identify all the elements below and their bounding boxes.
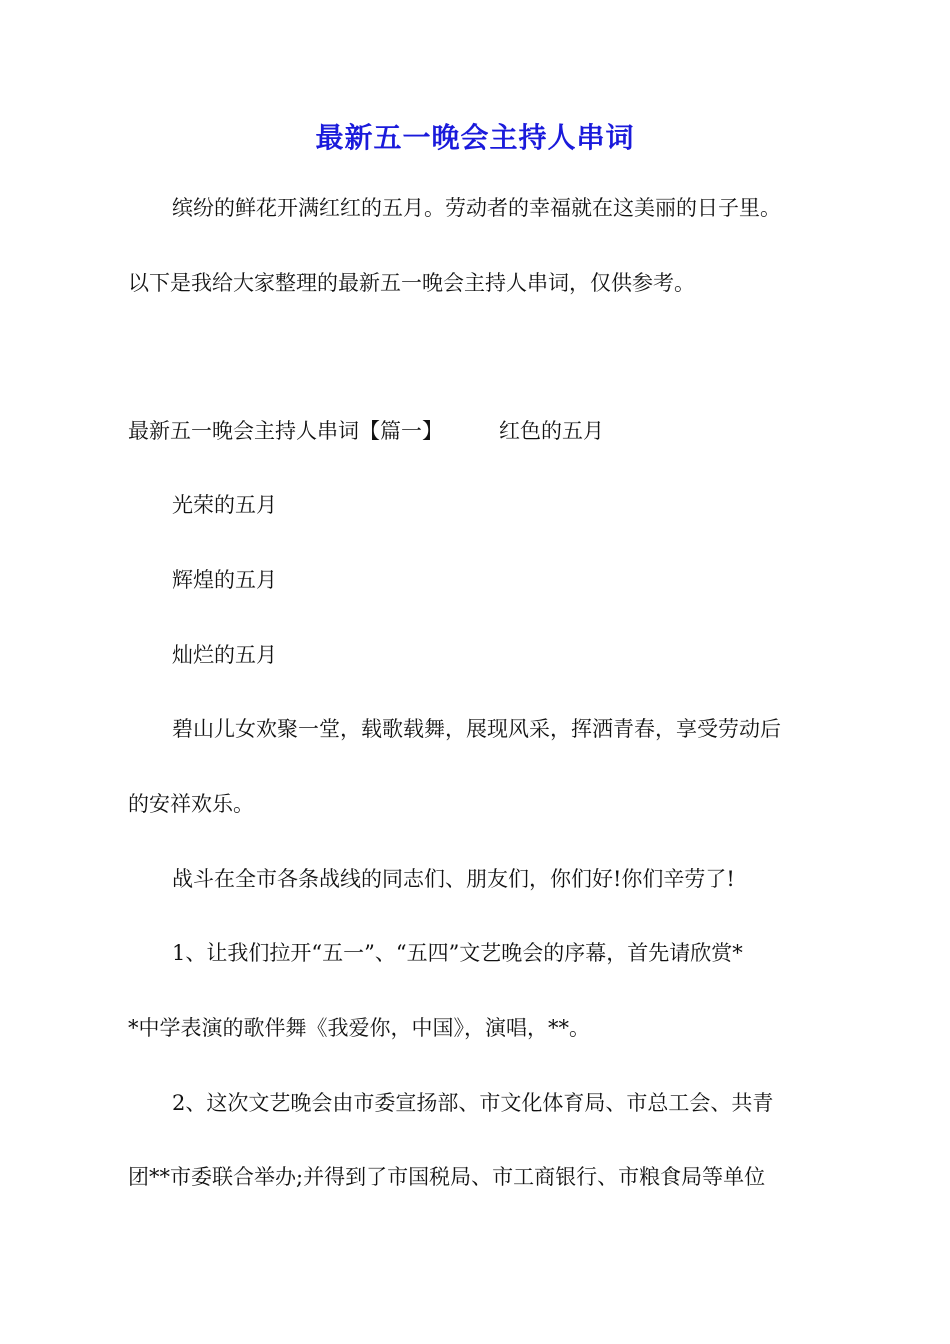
- poem-line-3: 灿烂的五月: [172, 643, 277, 667]
- paragraph-2: 战斗在全市各条战线的同志们、朋友们，你们好!你们辛劳了!: [172, 867, 735, 891]
- paragraph-3-line-1: 1、让我们拉开“五一”、“五四”文艺晚会的序幕，首先请欣赏*: [172, 941, 743, 965]
- document-title: 最新五一晚会主持人串词: [315, 121, 635, 154]
- section-heading-line: [128, 416, 604, 446]
- paragraph-1-line-2: 的安祥欢乐。: [128, 792, 254, 816]
- section-subtitle: 红色的五月: [499, 419, 604, 443]
- section-heading: 最新五一晚会主持人串词【篇一】: [128, 419, 443, 443]
- paragraph-4-line-2: 团**市委联合举办;并得到了市国税局、市工商银行、市粮食局等单位: [128, 1165, 766, 1189]
- paragraph-4-line-1: 2、这次文艺晚会由市委宣扬部、市文化体育局、市总工会、共青: [172, 1091, 774, 1115]
- intro-line-1: 缤纷的鲜花开满红红的五月。劳动者的幸福就在这美丽的日子里。: [172, 196, 781, 220]
- paragraph-3-line-2: *中学表演的歌伴舞《我爱你，中国》，演唱，**。: [128, 1016, 590, 1040]
- paragraph-1-line-1: 碧山儿女欢聚一堂，载歌载舞，展现风采，挥洒青春，享受劳动后: [172, 717, 781, 741]
- poem-line-2: 辉煌的五月: [172, 568, 277, 592]
- poem-line-1: 光荣的五月: [172, 493, 277, 517]
- intro-line-2: 以下是我给大家整理的最新五一晚会主持人串词，仅供参考。: [128, 271, 695, 295]
